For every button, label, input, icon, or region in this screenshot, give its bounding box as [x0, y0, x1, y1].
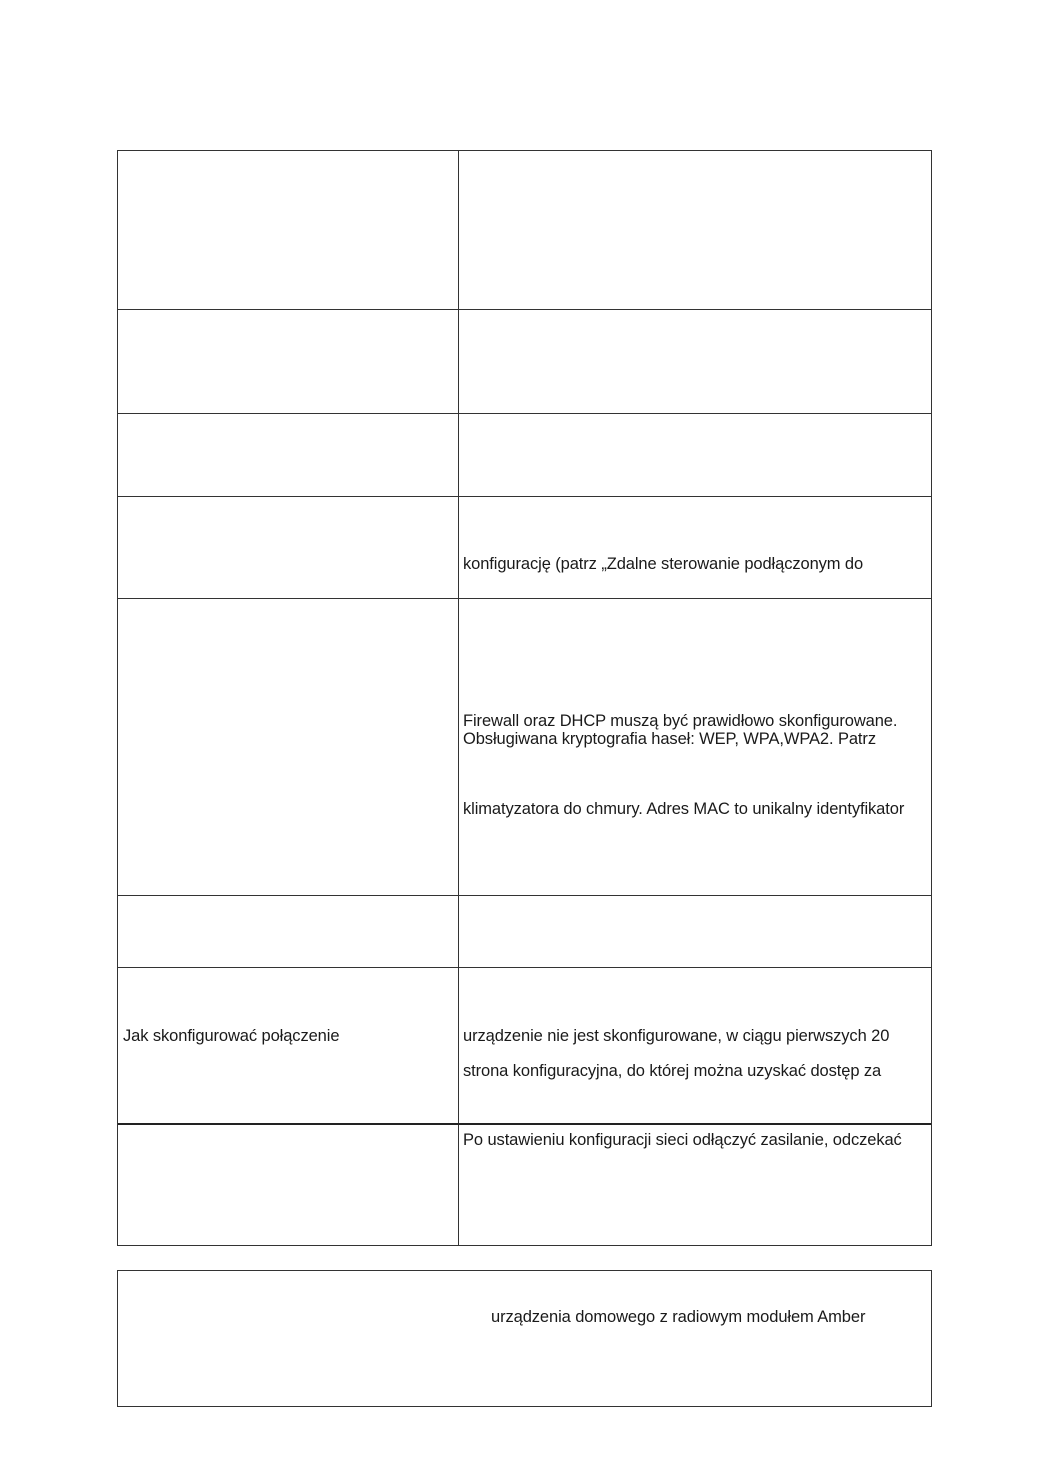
row-answer-text: strona konfiguracyjna, do której można uzyskać dostęp za [463, 1062, 882, 1080]
note-box [117, 1270, 932, 1407]
row-answer-text: Obsługiwana kryptografia haseł: WEP, WPA,WPA2. Patrz [463, 730, 876, 748]
row-answer-text: Po ustawieniu konfiguracji sieci odłączyć zasilanie, odczekać [463, 1131, 902, 1149]
table-row [118, 309, 931, 413]
table-row [118, 967, 931, 1123]
faq-table [117, 150, 932, 1246]
row-answer-text: konfigurację (patrz „Zdalne sterowanie podłączonym do [463, 555, 864, 573]
table-row [118, 895, 931, 967]
row-answer-text: urządzenie nie jest skonfigurowane, w ciągu pierwszych 20 [463, 1027, 890, 1045]
note-text: urządzenia domowego z radiowym modułem Amber [491, 1308, 866, 1326]
row-answer-text: klimatyzatora do chmury. Adres MAC to unikalny identyfikator [463, 800, 905, 818]
row-answer-text: Firewall oraz DHCP muszą być prawidłowo skonfigurowane. [463, 712, 898, 730]
table-row [118, 496, 931, 598]
table-row [118, 413, 931, 496]
table-row [118, 1123, 931, 1246]
table-row [118, 151, 931, 309]
table-row [118, 598, 931, 895]
row-question-text: Jak skonfigurować połączenie [123, 1027, 340, 1045]
